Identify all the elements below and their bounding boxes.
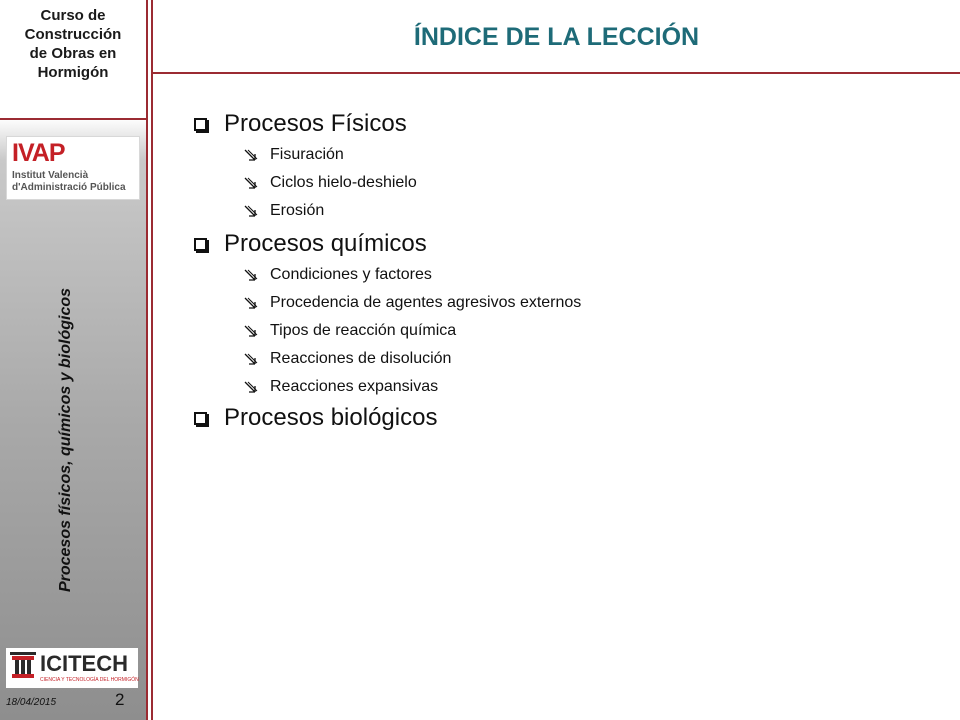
ivap-logo	[6, 136, 140, 200]
list-item-label: Reacciones de disolución	[270, 350, 452, 367]
list-item	[190, 261, 930, 289]
hollow-square-bullet-icon	[194, 118, 207, 131]
section-label: Procesos biológicos	[224, 404, 438, 431]
arrow-bullet-icon	[243, 268, 261, 282]
list-item	[190, 373, 930, 401]
vertical-lesson-title: Procesos físicos, químicos y biológicos	[57, 287, 74, 593]
section-physical	[190, 107, 930, 225]
list-item	[190, 169, 930, 197]
icitech-logo-name: ICITECH	[40, 651, 128, 676]
lesson-index	[190, 107, 930, 435]
section-heading	[190, 107, 930, 141]
section-label: Procesos Físicos	[224, 110, 407, 137]
ivap-logo-acronym: IVAP	[12, 139, 65, 167]
list-item	[190, 289, 930, 317]
icitech-mark-icon	[10, 652, 36, 682]
arrow-bullet-icon	[243, 296, 261, 310]
hollow-square-bullet-icon	[194, 238, 207, 251]
list-item-label: Erosión	[270, 202, 325, 219]
arrow-bullet-icon	[243, 148, 261, 162]
section-biological	[190, 401, 930, 435]
ivap-logo-line1: Institut Valencià	[12, 170, 89, 181]
arrow-bullet-icon	[243, 324, 261, 338]
frame-vertical-line	[146, 0, 148, 720]
list-item	[190, 317, 930, 345]
hollow-square-bullet-icon	[194, 412, 207, 425]
list-item-label: Fisuración	[270, 146, 344, 163]
icitech-logo-tagline: CIENCIA Y TECNOLOGÍA DEL HORMIGÓN	[40, 677, 139, 683]
section-heading	[190, 401, 930, 435]
sidebar	[0, 0, 146, 720]
title-underline	[153, 72, 960, 74]
list-item-label: Procedencia de agentes agresivos externos	[270, 294, 582, 311]
slide-date: 18/04/2015	[6, 697, 57, 708]
frame-vertical-line	[151, 0, 153, 720]
slide-title: ÍNDICE DE LA LECCIÓN	[413, 23, 700, 51]
arrow-bullet-icon	[243, 380, 261, 394]
section-label: Procesos químicos	[224, 230, 427, 257]
list-item	[190, 197, 930, 225]
page-number: 2	[115, 690, 125, 709]
list-item	[190, 141, 930, 169]
icitech-logo	[6, 648, 138, 688]
list-item-label: Tipos de reacción química	[270, 322, 457, 339]
arrow-bullet-icon	[243, 204, 261, 218]
arrow-bullet-icon	[243, 352, 261, 366]
arrow-bullet-icon	[243, 176, 261, 190]
list-item-label: Condiciones y factores	[270, 266, 432, 283]
sidebar-separator	[0, 118, 146, 120]
ivap-logo-line2: d'Administració Pública	[12, 182, 126, 193]
section-heading	[190, 227, 930, 261]
list-item-label: Ciclos hielo-deshielo	[270, 174, 417, 191]
sidebar-header	[0, 0, 146, 118]
course-title: Curso de Construcción de Obras en Hormigón	[24, 7, 122, 81]
list-item-label: Reacciones expansivas	[270, 378, 439, 395]
list-item	[190, 345, 930, 373]
section-chemical	[190, 227, 930, 401]
